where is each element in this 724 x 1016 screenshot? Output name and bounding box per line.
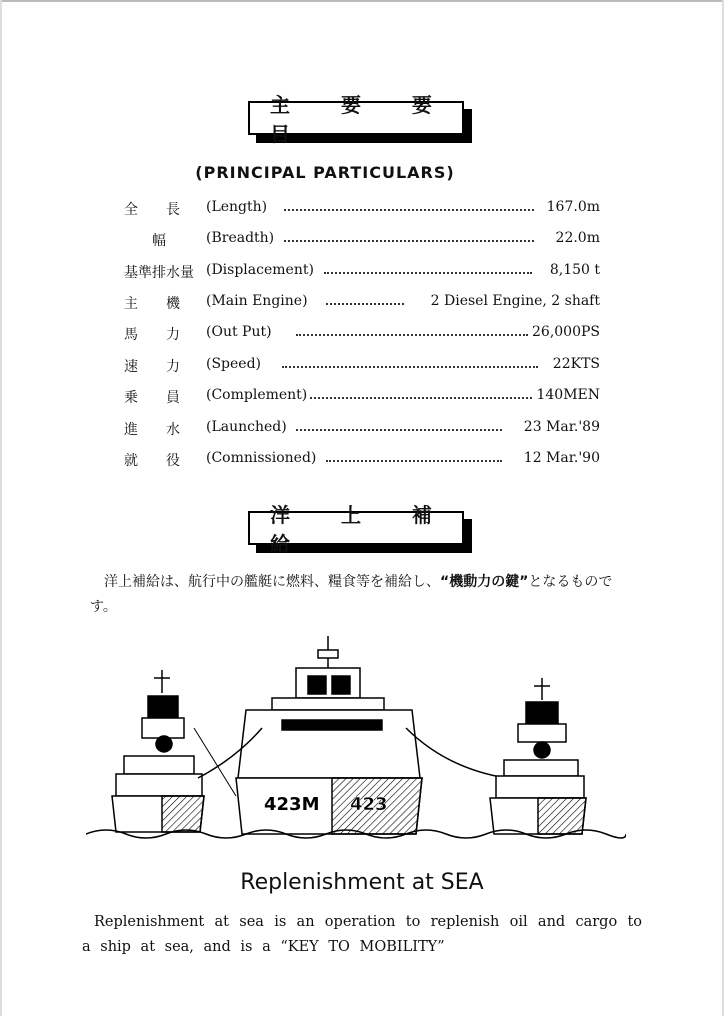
spec-label-jp: 幅 [124, 233, 166, 249]
right-escort-ship [490, 678, 586, 834]
spec-label-jp: 馬 力 [124, 327, 180, 343]
leader-dots [284, 209, 534, 211]
spec-value: 8,150 t [549, 262, 600, 278]
spec-row-output [124, 324, 600, 344]
spec-row-launched [124, 419, 600, 439]
spec-row-displacement [124, 262, 600, 282]
spec-label-en: (Launched) [206, 419, 287, 435]
leader-dots [296, 429, 502, 431]
leader-dots [310, 397, 532, 399]
spec-row-length [124, 199, 600, 219]
spec-label-en: (Length) [206, 199, 268, 215]
spec-value: 23 Mar.'89 [523, 419, 600, 435]
japanese-paragraph [90, 570, 630, 620]
top-border [0, 0, 724, 2]
spec-row-speed [124, 356, 600, 376]
english-paragraph: Replenishment at sea is an operation to replenish oil and cargo to a ship at sea, and is a “KEY TO MOBILITY” [82, 914, 642, 955]
english-heading: Replenishment at SEA [240, 870, 484, 895]
left-edge [0, 0, 2, 1016]
section-title-principal: 主 要 要 目 [248, 101, 464, 135]
spec-value: 140MEN [536, 387, 600, 403]
leader-dots [326, 460, 502, 462]
spec-value: 2 Diesel Engine, 2 shaft [430, 293, 600, 309]
oiler-ship [198, 636, 506, 834]
jp-text-after: となるものです。 [90, 574, 613, 615]
section-title-replenishment: 洋 上 補 給 [248, 511, 464, 545]
spec-label-en: (Displacement) [206, 262, 314, 278]
spec-label-jp: 乗 員 [124, 390, 180, 406]
jp-text-bold: “機動力の鍵” [440, 574, 529, 590]
spec-label-jp: 速 力 [124, 359, 180, 375]
spec-label-jp: 主 機 [124, 296, 180, 312]
spec-label-jp: 進 水 [124, 422, 180, 438]
section-subtitle: (PRINCIPAL PARTICULARS) [195, 163, 455, 182]
spec-label-en: (Comnissioned) [206, 450, 317, 466]
spec-label-jp: 基準排水量 [124, 265, 194, 281]
leader-dots [296, 334, 528, 336]
hull-number-right: 423 [350, 794, 388, 815]
spec-label-en: (Main Engine) [206, 293, 308, 309]
leader-dots [326, 303, 404, 305]
spec-row-breadth [124, 230, 600, 250]
spec-label-en: (Out Put) [206, 324, 272, 340]
spec-row-main-engine [124, 293, 600, 313]
spec-value: 22KTS [552, 356, 600, 372]
spec-row-commissioned [124, 450, 600, 470]
spec-label-en: (Speed) [206, 356, 262, 372]
spec-value: 26,000PS [532, 324, 600, 340]
replenishment-illustration [86, 628, 626, 848]
spec-value: 167.0m [546, 199, 600, 215]
spec-row-complement [124, 387, 600, 407]
left-escort-ship [112, 670, 236, 832]
leader-dots [282, 366, 538, 368]
spec-label-en: (Breadth) [206, 230, 275, 246]
leader-dots [324, 272, 532, 274]
spec-label-jp: 就 役 [124, 453, 180, 469]
spec-label-jp: 全 長 [124, 202, 180, 218]
spec-value: 22.0m [555, 230, 600, 246]
jp-text-before: 洋上補給は、航行中の艦艇に燃料、糧食等を補給し、 [104, 574, 440, 590]
spec-value: 12 Mar.'90 [523, 450, 600, 466]
leader-dots [284, 240, 534, 242]
spec-label-en: (Complement) [206, 387, 308, 403]
hull-number-left: 423M [264, 794, 320, 815]
